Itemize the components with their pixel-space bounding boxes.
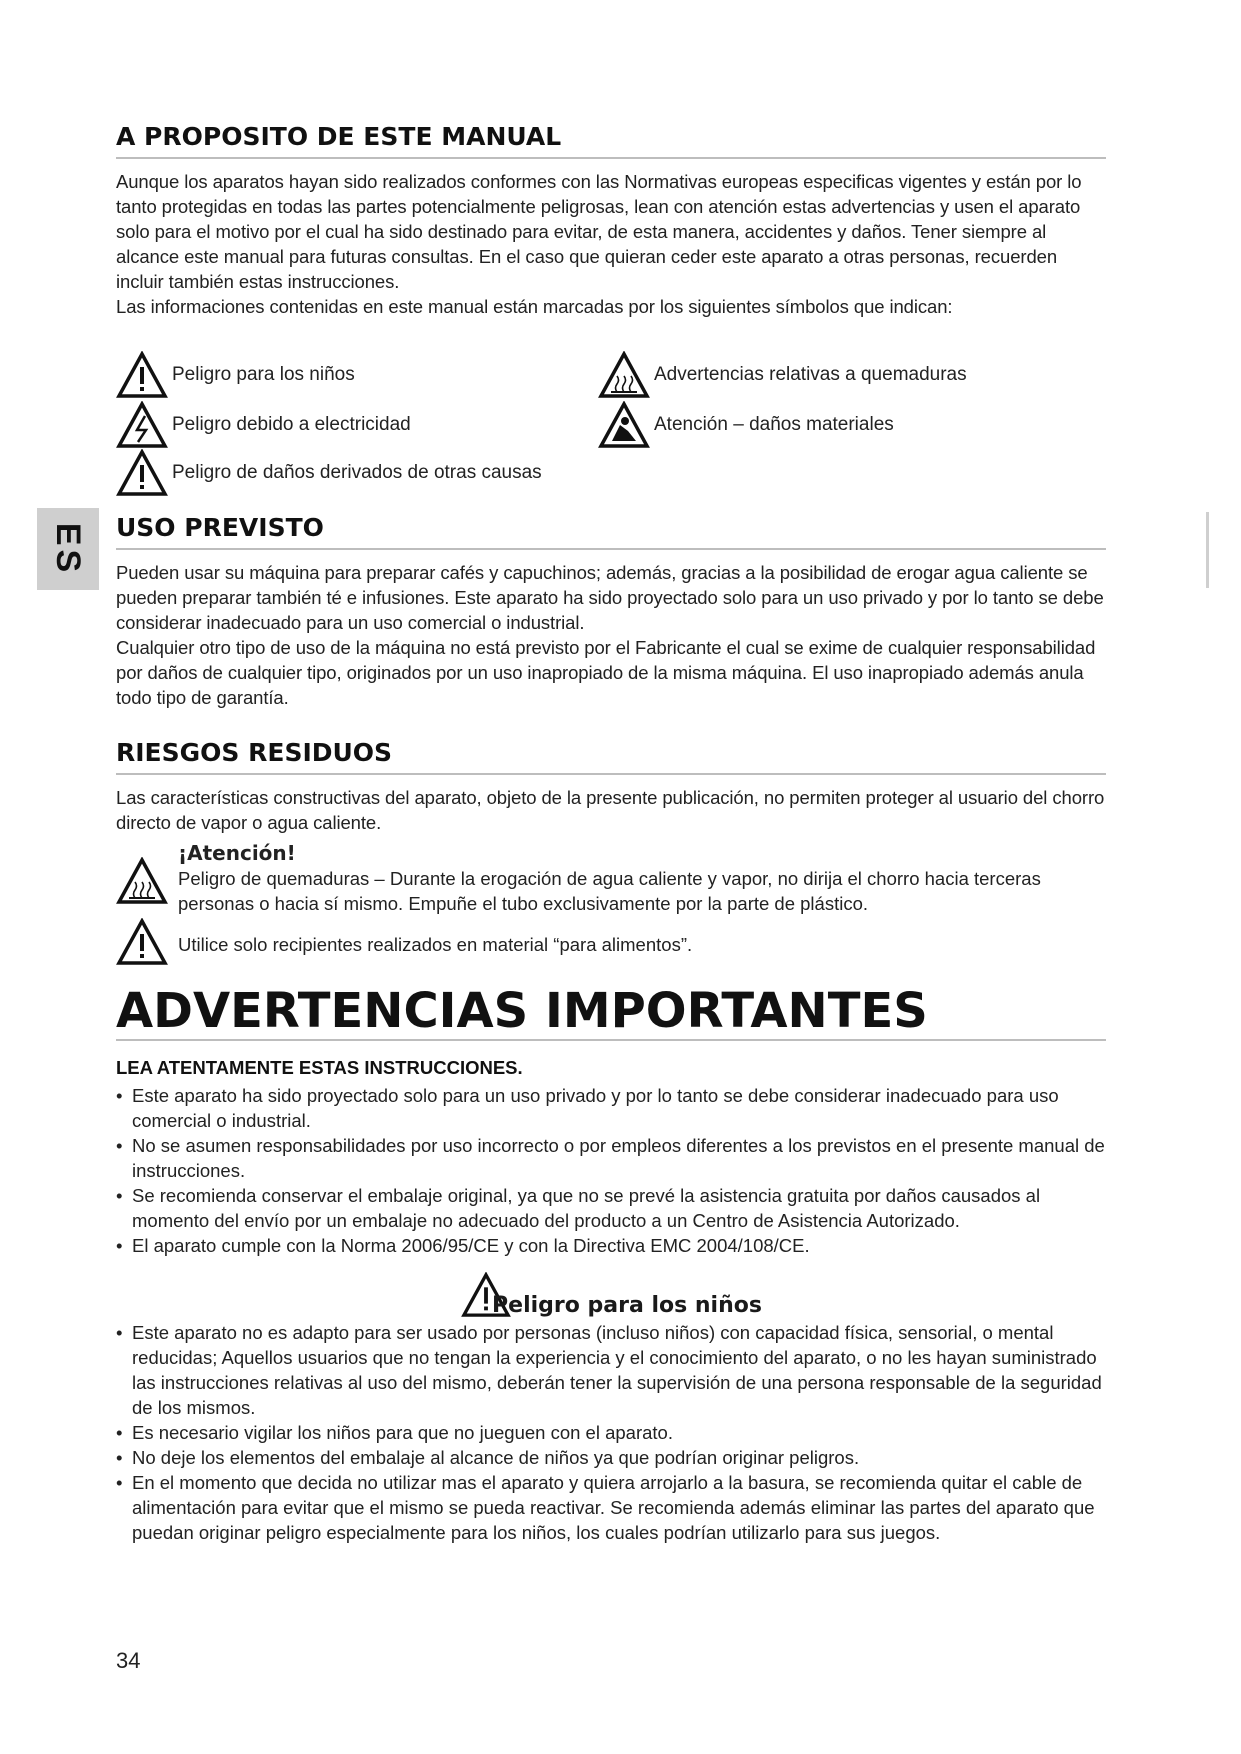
food-material-note — [116, 918, 1106, 971]
symbol-item — [598, 401, 894, 449]
language-tab-label: ES — [49, 522, 88, 576]
warning-exclamation-icon — [116, 918, 168, 966]
list-item: • El aparato cumple con la Norma 2006/95/CE y con la Directiva EMC 2004/108/CE. — [116, 1233, 1106, 1258]
children-danger-heading — [116, 1274, 1106, 1318]
list-item: • Se recomienda conservar el embalaje original, ya que no se prevé la asistencia gratuita por daños causados al momento del envío por un embalaje no adecuado del producto a un Centro de Asistencia Autorizado. — [116, 1183, 1106, 1233]
riesgos-paragraph: Las características constructivas del aparato, objeto de la presente publicación, no permiten proteger al usuario del chorro directo de vapor o agua caliente. — [116, 787, 1105, 833]
symbol-item — [116, 401, 411, 449]
list-item: • Este aparato no es adapto para ser usado por personas (incluso niños) con capacidad física, sensorial, o mental reducidas; Aquellos usuarios que no tengan la experiencia y el conocimiento del aparato, o no les hayan suministrado las instrucciones relativas al uso del mismo, deberán tener la supervisión de una persona responsable de la seguridad de los mismos. — [116, 1320, 1106, 1420]
list-item: • No se asumen responsabilidades por uso incorrecto o por empleos diferentes a los previstos en el presente manual de instrucciones. — [116, 1133, 1106, 1183]
attention-block — [116, 841, 1106, 916]
warning-exclamation-icon — [116, 449, 168, 497]
proposito-paragraph-2: Las informaciones contenidas en este manual están marcadas por los siguientes símbolos que indican: — [116, 296, 953, 317]
warning-hot-surface-icon — [598, 351, 650, 399]
symbol-legend — [116, 351, 1106, 501]
uso-paragraph-2: Cualquier otro tipo de uso de la máquina no está previsto por el Fabricante el cual se exime de cualquier responsabilidad por daños de cualquier tipo, originados por un uso inapropiado de la misma máquina. El uso inapropiado además anula todo tipo de garantía. — [116, 637, 1096, 708]
symbol-item — [116, 351, 355, 399]
food-material-text: Utilice solo recipientes realizados en material “para alimentos”. — [178, 934, 693, 955]
symbol-label: Peligro de daños derivados de otras causas — [172, 462, 542, 483]
symbol-label: Atención – daños materiales — [654, 414, 894, 435]
section-title-proposito: A PROPOSITO DE ESTE MANUAL — [116, 120, 1106, 159]
content — [116, 120, 1106, 1545]
children-list — [116, 1320, 1106, 1545]
uso-paragraph-1: Pueden usar su máquina para preparar cafés y capuchinos; además, gracias a la posibilidad de erogar agua caliente se pueden preparar también té e infusiones. Este aparato ha sido proyectado solo para un uso privado y por lo tanto se debe considerar inadecuado para un uso comercial o industrial. — [116, 562, 1104, 633]
list-item: • Es necesario vigilar los niños para que no jueguen con el aparato. — [116, 1420, 1106, 1445]
attention-title: ¡Atención! — [178, 841, 296, 865]
right-margin-rule — [1206, 512, 1209, 588]
children-danger-title: Peligro para los niños — [492, 1293, 762, 1318]
warning-exclamation-icon — [116, 351, 168, 399]
list-item: • No deje los elementos del embalaje al alcance de niños ya que podrían originar peligros. — [116, 1445, 1106, 1470]
attention-text — [178, 841, 1106, 916]
uso-paragraph — [116, 560, 1106, 710]
symbol-label: Peligro para los niños — [172, 364, 355, 385]
warning-electric-icon — [116, 401, 168, 449]
proposito-paragraph — [116, 169, 1106, 319]
warning-hot-surface-icon — [116, 857, 168, 905]
attention-body: Peligro de quemaduras – Durante la erogación de agua caliente y vapor, no dirija el chorro hacia terceras personas o hacia sí mismo. Empuñe el tubo exclusivamente por la parte de plástico. — [178, 868, 1041, 914]
section-title-advertencias: ADVERTENCIAS IMPORTANTES — [116, 985, 1106, 1041]
section-title-riesgos: RIESGOS RESIDUOS — [116, 736, 1106, 775]
proposito-paragraph-1: Aunque los aparatos hayan sido realizados conformes con las Normativas europeas especificas vigentes y están por lo tanto protegidas en todas las partes potencialmente peligrosas, lean con atención estas advertencias y usen el aparato solo para el motivo por el cual ha sido destinado para evitar, de esta manera, accidentes y daños. Tener siempre al alcance este manual para futuras consultas. En el caso que quieran ceder este aparato a otras personas, recuerden incluir también estas instrucciones. — [116, 171, 1082, 292]
warning-material-damage-icon — [598, 401, 650, 449]
advertencias-list — [116, 1083, 1106, 1258]
read-instructions-heading: LEA ATENTAMENTE ESTAS INSTRUCCIONES. — [116, 1057, 523, 1078]
symbol-item — [598, 351, 967, 399]
language-tab — [37, 508, 99, 590]
list-item: • Este aparato ha sido proyectado solo para un uso privado y por lo tanto se debe considerar inadecuado para uso comercial o industrial. — [116, 1083, 1106, 1133]
symbol-label: Peligro debido a electricidad — [172, 414, 411, 435]
page-number: 34 — [116, 1648, 141, 1673]
symbol-item — [116, 449, 542, 497]
symbol-label: Advertencias relativas a quemaduras — [654, 364, 967, 385]
list-item: • En el momento que decida no utilizar mas el aparato y quiera arrojarlo a la basura, se recomienda quitar el cable de alimentación para evitar que el mismo se pueda reactivar. Se recomienda además eliminar las partes del aparato que puedan originar peligro especialmente para los niños, los cuales podrían utilizarlo para sus juegos. — [116, 1470, 1106, 1545]
section-title-uso: USO PREVISTO — [116, 511, 1106, 550]
